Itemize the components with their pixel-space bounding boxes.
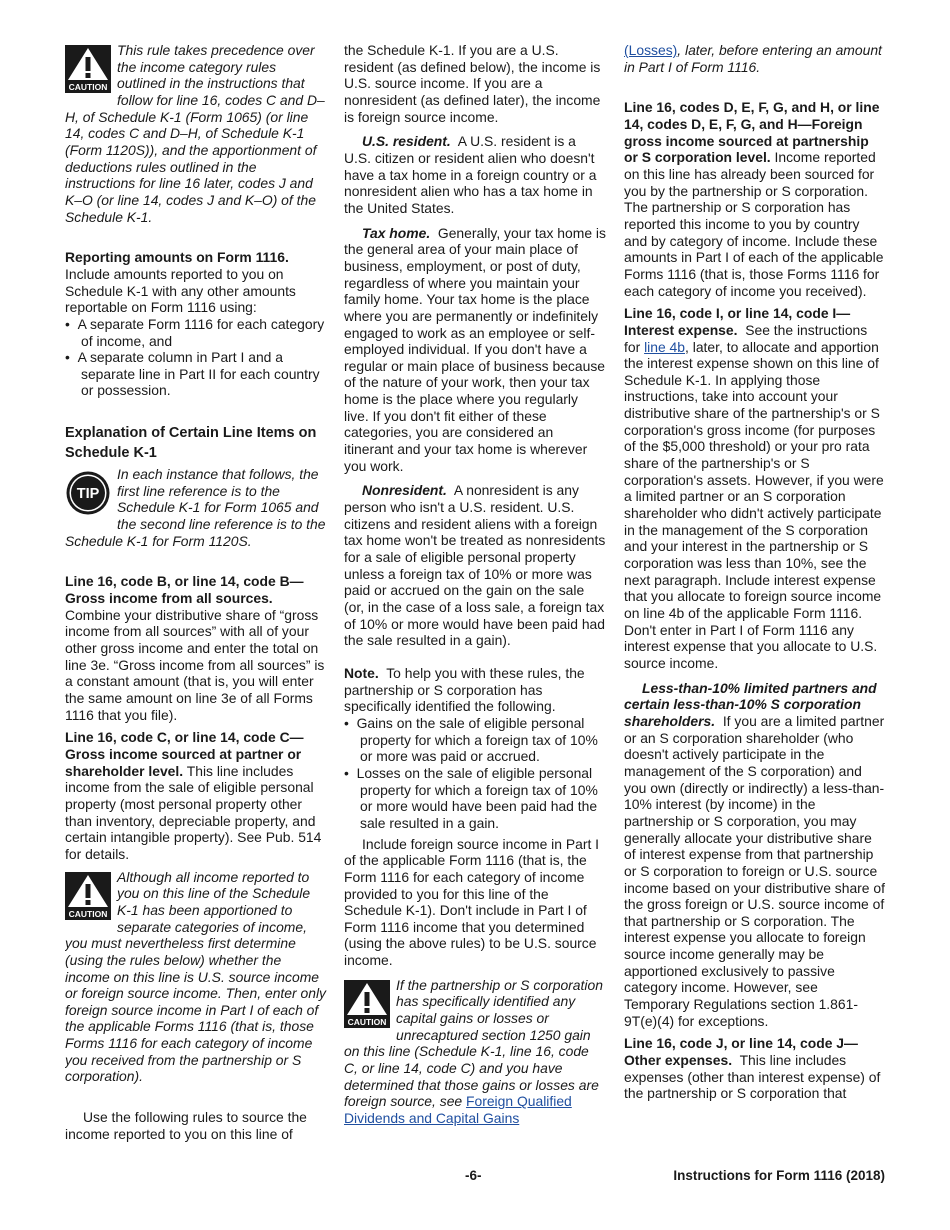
- list-item: • Gains on the sale of eligible personal property for which a foreign tax of 10% or more was paid or accrued.: [344, 714, 598, 765]
- caution-icon: [65, 45, 111, 93]
- subheading: U.S. resident.: [362, 133, 451, 150]
- tip-note: [65, 466, 327, 549]
- column-2: [344, 42, 606, 1127]
- caution-text: If the partnership or S corporation has specifically identified any capital gains or losses or unrecaptured section 1250 gain on this line (Schedule K-1, line 16, code C, or line 14, code C) and you have determined that those gains or losses are foreign source, see Foreign Qualified Dividends and Capital Gains: [344, 976, 603, 1127]
- foreign-qualified-dividends-link[interactable]: Foreign Qualified Dividends and Capital Gains: [344, 1093, 572, 1127]
- list-item: • A separate Form 1116 for each category of income, and: [65, 315, 325, 349]
- column-3: [624, 42, 886, 1102]
- caution-label: CAUTION: [68, 908, 108, 919]
- losses-link[interactable]: (Losses): [624, 42, 678, 58]
- body-text: , later, before entering an amount in Part I of Form 1116.: [624, 42, 882, 75]
- caution-note-1: [65, 42, 327, 225]
- line-4b-link[interactable]: line 4b: [644, 338, 686, 355]
- body-text: Include amounts reported to you on Schedule K-1 with any other amounts reportable on Form 1116 using:: [65, 265, 296, 316]
- body-text: See the instructions for: [624, 321, 868, 355]
- caution-note-3: [344, 977, 606, 1127]
- section-heading: Line 16, code I, or line 14, code I—Interest expense.: [624, 305, 851, 338]
- section-heading: Line 16, codes D, E, F, G, and H, or line 14, codes D, E, F, G, and H—Foreign gross income sourced at partnership or S corporation level.: [624, 99, 880, 166]
- caution-note-2: [65, 869, 327, 1086]
- body-text: A nonresident is any person who isn't a U.S. resident. U.S. citizens and resident aliens with a foreign tax home won't be treated as nonresidents for a sale of eligible personal property unless a foreign tax of 10% or more was paid or accrued on the gain on the sale (or, in the case of a loss sale, a foreign tax of 10% or more would have been paid had the sale resulted in a gain).: [344, 482, 606, 649]
- caution-label: CAUTION: [68, 82, 108, 92]
- body-text: , later, to allocate and apportion the interest expense shown on this line of Schedule K-1. In applying those instructions, take into account your distributive share of the partnership's or S corporation's gross income (for purposes of the $5,000 threshold) or your pro rata share of the partnership's or S corporation's assets. However, if you were a limited partner or an S corporation shareholder who didn't actively participate in the management of the S corporation and your interest in the partnership or S corporation was less than 10%, see the next paragraph. Include interest expense that you allocate to foreign source income on line 4b of the applicable Form 1116. Don't enter in Part I of Form 1116 any interest expense that you allocate to U.S. source income.: [624, 338, 884, 671]
- body-text: the Schedule K-1. If you are a U.S. resident (as defined below), the income is U.S. source income. If you are a nonresident (as defined later), the income is foreign source income.: [344, 42, 601, 125]
- body-text: This line includes expenses (other than interest expense) of the partnership or S corporation that: [624, 1052, 881, 1102]
- list-item: • A separate column in Part I and a separate line in Part II for each country or possession.: [65, 349, 320, 399]
- section-heading: Line 16, code J, or line 14, code J—Other expenses.: [624, 1035, 858, 1069]
- caution-icon: [65, 872, 111, 920]
- body-text: Include foreign source income in Part I of the applicable Form 1116 (that is, the Form 1116 for each category of income provided to you for this line of the Schedule K-1). Don't include in Part I of Form 1116 income that you determined (using the above rules) to be U.S. source income.: [344, 835, 600, 969]
- column-1: [65, 42, 327, 1142]
- tip-text: In each instance that follows, the first line reference is to the Schedule K-1 for Form 1065 and the second line reference is to the Schedule K-1 for Form 1120S.: [65, 466, 326, 549]
- body-text: Use the following rules to source the income reported to you on this line of: [65, 1109, 307, 1142]
- page-number: -6-: [465, 1168, 482, 1183]
- body-text: Combine your distributive share of “gross income from all sources” with all of your other gross income and enter the total on line 3e. “Gross income from all sources” is a constant amount (that is, you will enter the same amount on line 3e of all Forms 1116 that you file).: [65, 606, 325, 723]
- section-heading: Reporting amounts on Form 1116.: [65, 249, 289, 266]
- caution-text: Although all income reported to you on this line of the Schedule K-1 has been apportioned to separate categories of income, you must nevertheless first determine (using the rules below) whether the income on this line is U.S. source income or foreign source income. Then, enter only foreign source income in Part I of each of the applicable Forms 1116 (that is, those Forms 1116 for each category of income you received from the partnership or S corporation).: [65, 868, 326, 1085]
- subheading: Less-than-10% limited partners and certain less-than-10% S corporation shareholders.: [624, 679, 877, 729]
- section-heading: Line 16, code B, or line 14, code B—Gross income from all sources.: [65, 573, 304, 607]
- list-item: • Losses on the sale of eligible personal property for which a foreign tax of 10% or more would have been paid had the sale resulted in a gain.: [344, 764, 598, 831]
- body-text: This line includes income from the sale of eligible personal property (most personal property other than inventory, depreciable property, and certain intangible property). See Pub. 514 for details.: [65, 762, 322, 862]
- page-footer: [65, 1168, 885, 1188]
- caution-text: This rule takes precedence over the income category rules outlined in the instructions that follow for line 16, codes C and D–H, of Schedule K-1 (Form 1065) (or line 14, codes C and D–H, of Schedule K-1 (Form 1120S)), and the apportionment of deductions rules outlined in the instructions for line 16 later, codes J and K–O (or line 14, codes J and K–O) of the Schedule K-1.: [65, 42, 325, 225]
- caution-icon: [344, 980, 390, 1028]
- body-text: To help you with these rules, the partnership or S corporation has specifically identified the following.: [344, 664, 585, 715]
- body-text: Generally, your tax home is the general area of your main place of business, employment, or post of duty, regardless of where you maintain your family home. Your tax home is the place where you are permanently or indefinitely engaged to work as an employee or self-employed individual. If you don't have a regular or main place of business because of the nature of your work, then your tax home is the place where you regularly live. If you don't fit either of these categories, you are considered an itinerant and your tax home is wherever you work.: [344, 224, 606, 474]
- section-title: Explanation of Certain Line Items on Schedule K-1: [65, 425, 317, 462]
- document-title: Instructions for Form 1116 (2018): [673, 1168, 885, 1183]
- tip-icon: [65, 470, 111, 516]
- body-text: Income reported on this line has already been sourced for you by the partnership or S corporation. The partnership or S corporation has reported this income to you by country and by category of income. Include these amounts in Part I of each of the applicable Forms 1116 (that is, those Forms 1116 for each category of income you received).: [624, 149, 884, 299]
- caution-label: CAUTION: [347, 1016, 387, 1027]
- subheading: Nonresident.: [362, 482, 447, 499]
- section-heading: Line 16, code C, or line 14, code C—Gross income sourced at partner or shareholder level.: [65, 729, 304, 779]
- tip-label: TIP: [76, 486, 100, 503]
- subheading: Tax home.: [362, 224, 431, 241]
- note-label: Note.: [344, 664, 379, 681]
- body-text: If you are a limited partner or an S corporation shareholder (who doesn't actively participate in the management of the S corporation) and you own (directly or indirectly) a less-than-10% interest (by income) in the partnership or S corporation, you may generally allocate your distributive share of interest expense from that partnership or S corporation to foreign or U.S. source income based on your distributive share of the gross foreign or U.S. source income of that partnership or S corporation. The interest expense you allocate to foreign source income generally may be apportioned exclusively to passive category income. However, see Temporary Regulations section 1.861-9T(e)(4) for exceptions.: [624, 712, 885, 1029]
- body-text: A U.S. resident is a U.S. citizen or resident alien who doesn't have a tax home in a foreign country or a nonresident alien who has a tax home in the United States.: [344, 133, 597, 216]
